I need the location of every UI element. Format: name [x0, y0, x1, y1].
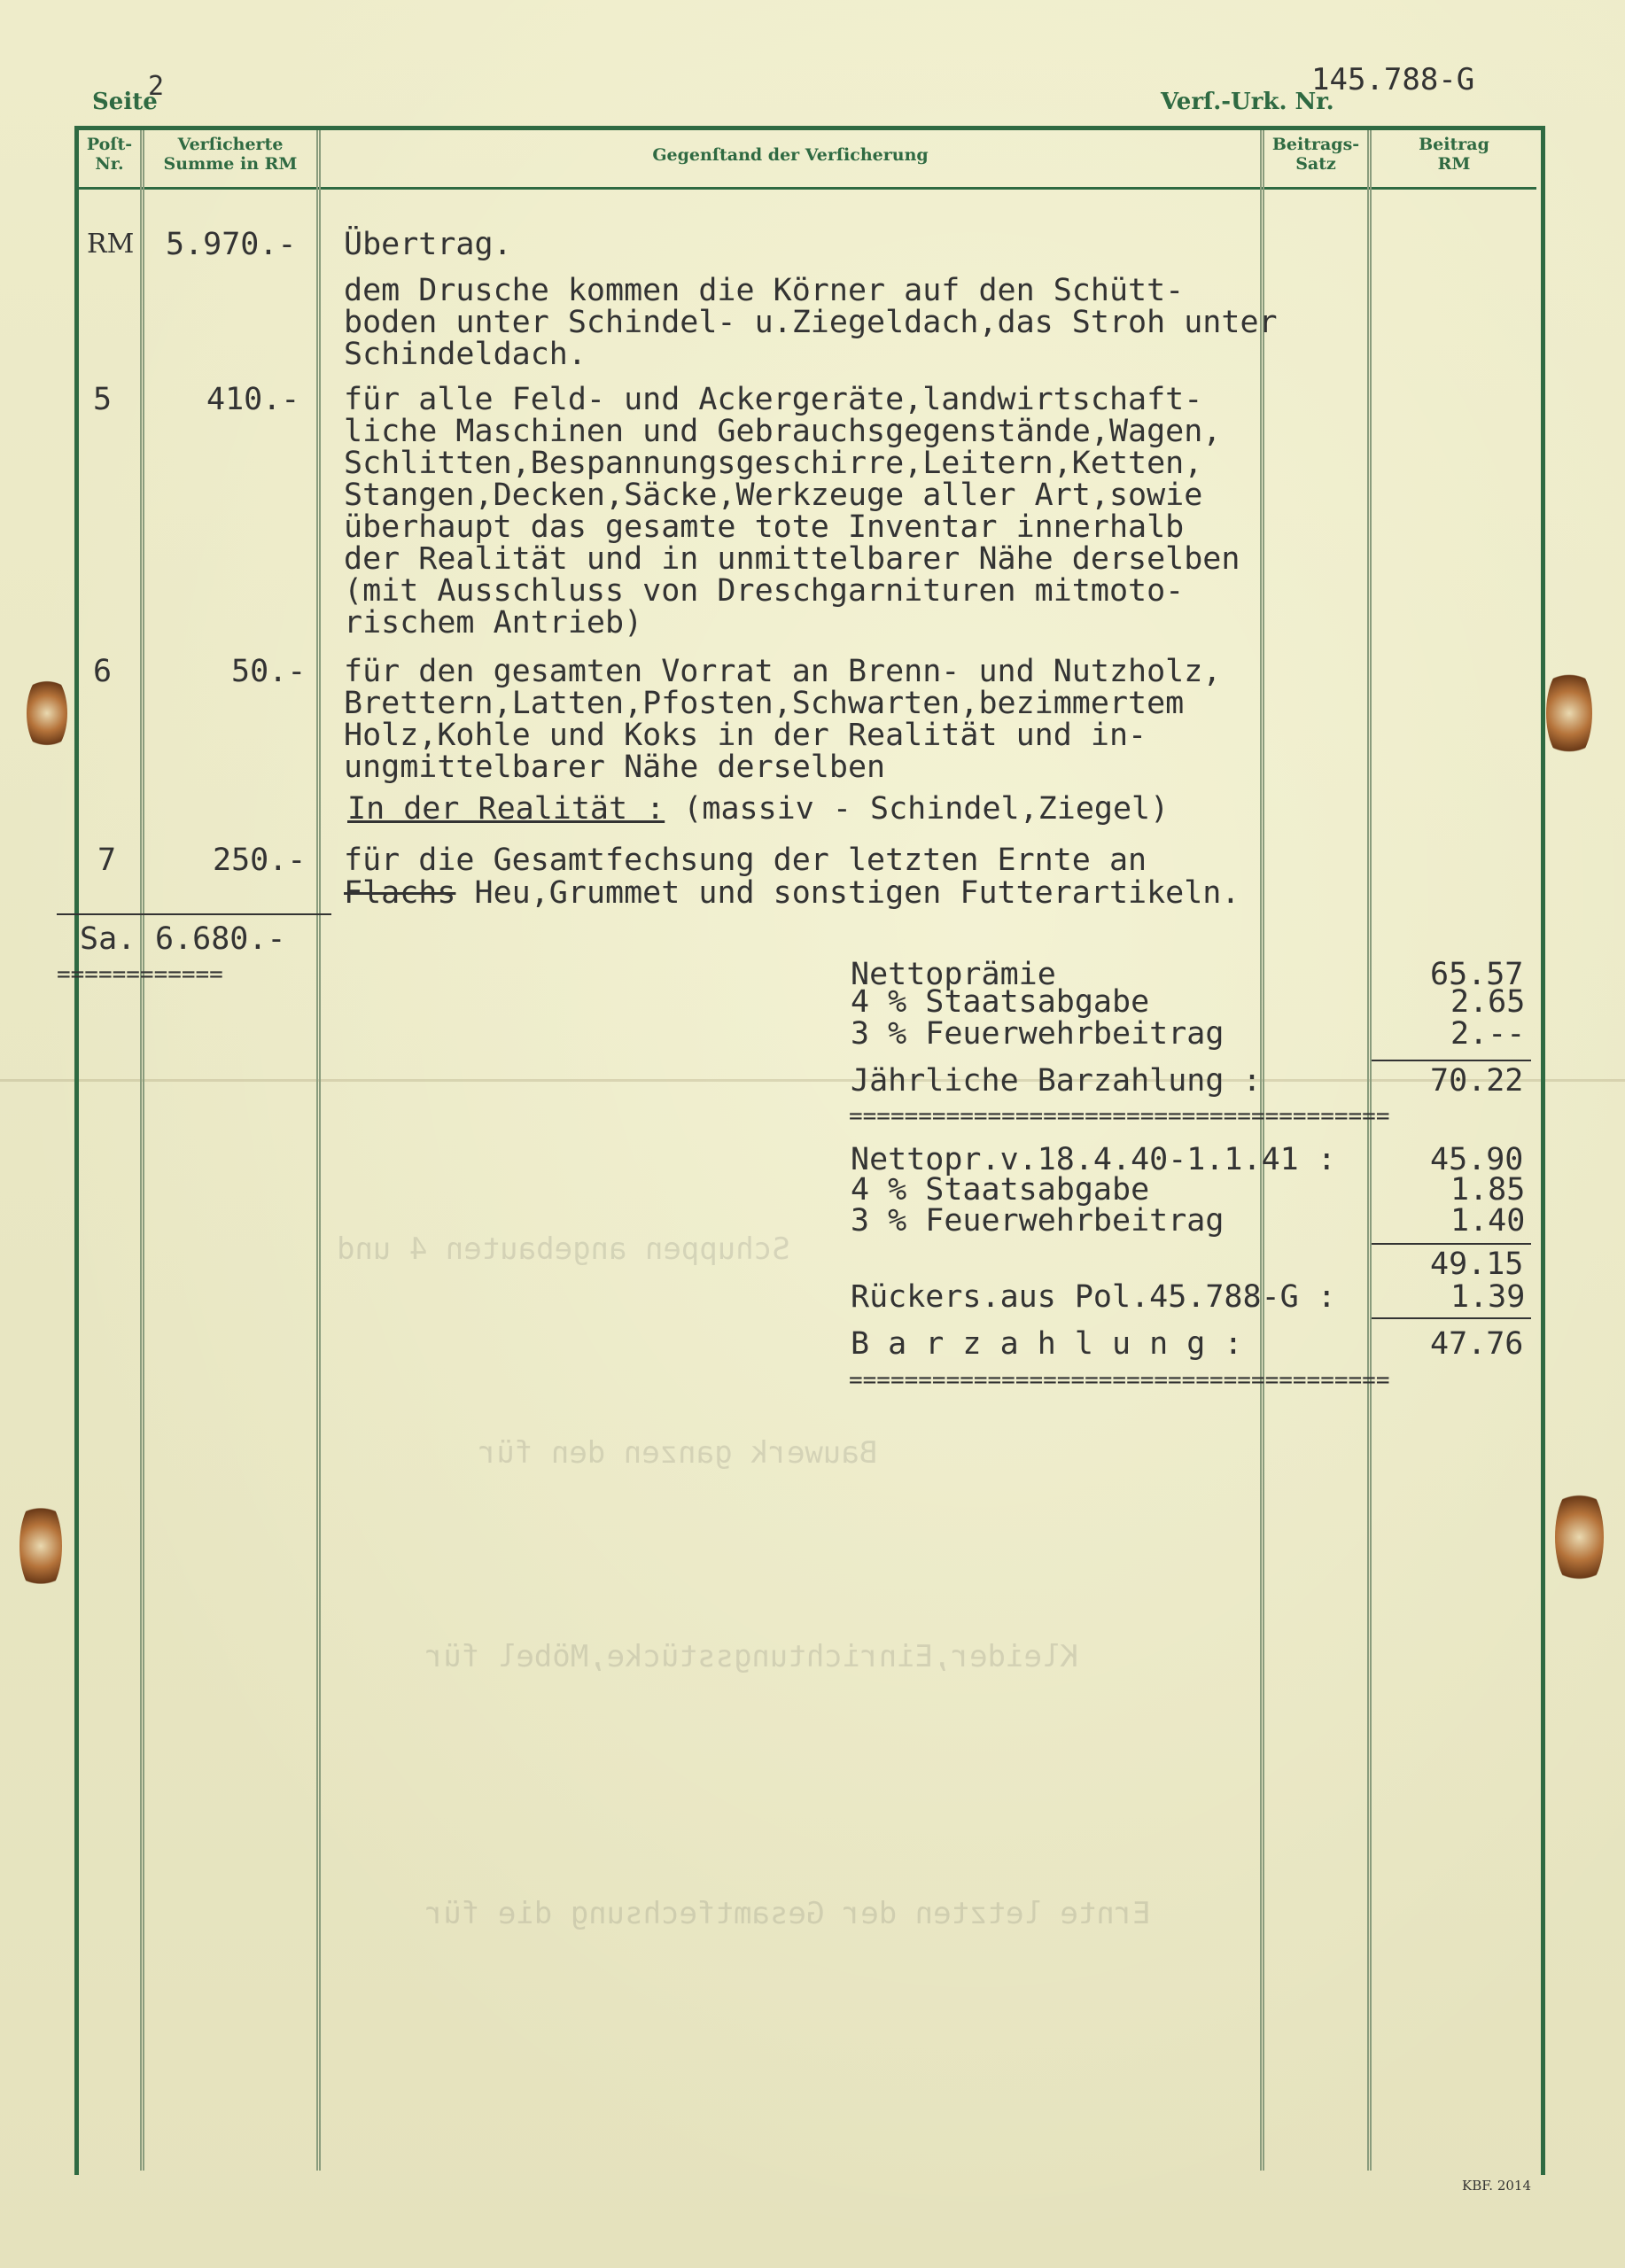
- premium-value: 65.57: [1430, 957, 1524, 992]
- premium-label: 4 % Staatsabgabe: [851, 984, 1150, 1020]
- bleed-through-text: Schuppen angebauten 4 und: [337, 1231, 790, 1267]
- staple-rust-mark: [1555, 1484, 1604, 1590]
- payment-label: B a r z a h l u n g :: [851, 1326, 1243, 1362]
- row-text: [344, 877, 1240, 909]
- column-header-post-nr: Poſt- Nr.: [86, 135, 133, 174]
- total-sum: 6.680.-: [155, 921, 286, 957]
- column-header-beitrag: Beitrag RM: [1419, 135, 1489, 174]
- row-number: 6: [93, 654, 113, 689]
- annual-double-rule: =======================================: [849, 1107, 1390, 1125]
- premium-value: 1.85: [1450, 1172, 1526, 1208]
- payment-double-rule: =======================================: [849, 1371, 1390, 1389]
- row-number: 5: [93, 382, 113, 417]
- subtotal-rule: [1372, 1243, 1531, 1245]
- header-divider: [79, 187, 1536, 190]
- struck-word: Flachs: [344, 875, 456, 911]
- premium-value: 2.65: [1450, 984, 1526, 1020]
- staple-rust-mark: [27, 673, 67, 753]
- row-sum: 250.-: [213, 843, 307, 878]
- annual-payment-value: 70.22: [1430, 1063, 1524, 1099]
- bleed-through-text: Ernte letzten der Gesamtfechsung die für: [425, 1896, 1151, 1931]
- certificate-label: Verſ.-Urk. Nr.: [1161, 89, 1334, 115]
- row-sum: 50.-: [231, 654, 307, 689]
- premium-label: Nettoprämie: [851, 957, 1056, 992]
- location-heading: In der Realität :: [347, 791, 665, 827]
- premium-label: Nettopr.v.18.4.40-1.1.41 :: [851, 1142, 1336, 1177]
- subtotal-rule: [1372, 1060, 1531, 1061]
- row-sum: 5.970.-: [166, 227, 297, 262]
- refund-label: Rückers.aus Pol.45.788-G :: [851, 1279, 1336, 1315]
- page-number: 2: [148, 71, 165, 102]
- total-label: Sa.: [80, 921, 136, 957]
- row-text: für den gesamten Vorrat an Brenn- und Nutzholz, Brettern,Latten,Pfosten,Schwarten,bezimmertem Holz,Kohle und Koks in der Realität und in- ungmittelbarer Nähe derselben: [344, 654, 1222, 785]
- bleed-through-text: Kleider,Einrichtungsstücke,Möbel für: [425, 1639, 1078, 1674]
- premium-value: 45.90: [1430, 1142, 1524, 1177]
- row-text: Übertrag.: [344, 227, 512, 262]
- form-code: KBF. 2014: [1462, 2178, 1532, 2194]
- row-text-tail: Heu,Grummet und sonstigen Futterartikeln.: [455, 875, 1240, 911]
- premium-value: 2.--: [1450, 1016, 1526, 1052]
- page-label: Seite: [92, 89, 158, 115]
- subtotal-value: 49.15: [1430, 1247, 1524, 1282]
- payment-value: 47.76: [1430, 1326, 1524, 1362]
- premium-label: 3 % Feuerwehrbeitrag: [851, 1016, 1225, 1052]
- premium-label: 3 % Feuerwehrbeitrag: [851, 1203, 1225, 1239]
- column-divider: [316, 130, 321, 2171]
- column-divider: [140, 130, 144, 2171]
- row-sum: 410.-: [206, 382, 300, 417]
- row-text: für alle Feld- und Ackergeräte,landwirtschaft- liche Maschinen und Gebrauchsgegenstände,Wagen, Schlitten,Bespannungsgeschirre,Leitern,Ketten, Stangen,Decken,Säcke,Werkzeuge aller Art,sowie überhaupt das gesamte tote Inventar innerhalb der Realität und in unmittelbarer Nähe derselben (mit Ausschluss von Dreschgarnituren mitmoto- rischem Antrieb): [344, 382, 1240, 641]
- column-header-summe: Verſicherte Summe in RM: [163, 135, 298, 174]
- subtotal-rule: [1372, 1317, 1531, 1319]
- refund-value: 1.39: [1450, 1279, 1526, 1315]
- row-text: dem Drusche kommen die Körner auf den Schütt- boden unter Schindel- u.Ziegeldach,das Stroh unter Schindeldach.: [344, 273, 1278, 372]
- bleed-through-text: Bauwerk ganzen den für: [478, 1435, 878, 1471]
- premium-label: 4 % Staatsabgabe: [851, 1172, 1150, 1208]
- annual-payment-label: Jährliche Barzahlung :: [851, 1063, 1262, 1099]
- staple-rust-mark: [19, 1497, 62, 1595]
- column-header-gegenstand: Gegenſtand der Verſicherung: [652, 145, 929, 165]
- total-double-rule: ============: [57, 966, 223, 983]
- row-number: 7: [97, 843, 117, 878]
- staple-rust-mark: [1546, 664, 1592, 762]
- row-text: für die Gesamtfechsung der letzten Ernte an: [344, 843, 1147, 878]
- location-detail: (massiv - Schindel,Ziegel): [665, 791, 1170, 827]
- total-rule: [57, 913, 331, 915]
- column-header-satz: Beitrags- Satz: [1271, 135, 1360, 174]
- currency-mark: RM: [87, 229, 135, 260]
- certificate-number: 145.788-G: [1311, 62, 1475, 97]
- premium-value: 1.40: [1450, 1203, 1526, 1239]
- row-text: [347, 793, 1169, 825]
- column-divider: [1367, 130, 1372, 2171]
